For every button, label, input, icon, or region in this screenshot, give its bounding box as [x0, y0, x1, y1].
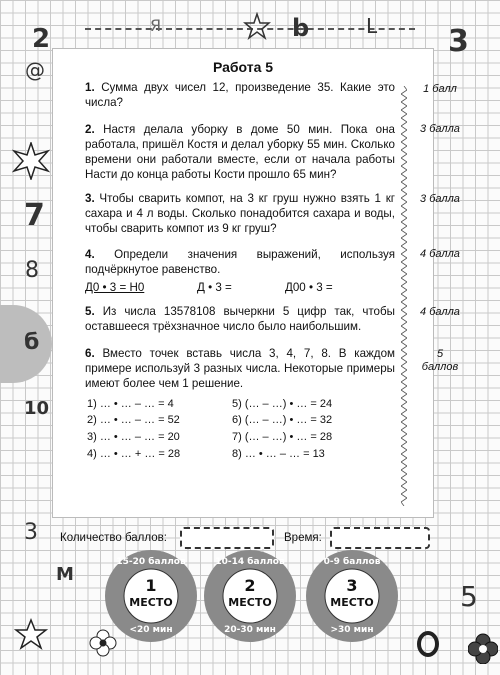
deco-digit-two: 2: [32, 24, 51, 54]
medal-score-range: 10-14 баллов: [215, 557, 285, 567]
zigzag-divider: [401, 86, 407, 506]
medal-second-place: [202, 548, 298, 644]
medal-place-word: МЕСТО: [129, 596, 173, 609]
task-text: Чтобы сварить компот, на 3 кг груш нужно взять 1 кг сахара и 4 л воды. Сколько понадобится сахара и воды, чтобы сварить компот из 9 кг груш?: [85, 192, 395, 235]
example-6: 6) (… – …) • … = 32: [232, 414, 333, 426]
task-text: Определи значения выражений, используя подчёркнутое равенство.: [85, 248, 395, 276]
task-1: [85, 80, 395, 110]
score-input-box[interactable]: [180, 527, 274, 549]
deco-letter-l: L: [366, 14, 378, 38]
time-input-box[interactable]: [330, 527, 430, 549]
example-7: 7) (… – …) • … = 28: [232, 431, 333, 443]
score-6: 5 баллов: [421, 348, 459, 373]
medal-score-range: 15-20 баллов: [116, 557, 186, 567]
medal-time-range: >30 мин: [330, 625, 374, 635]
score-2: 3 балла: [420, 123, 460, 135]
time-label: Время:: [284, 532, 322, 544]
deco-digit-three-left: 3: [24, 520, 38, 545]
star-icon-bottom: [14, 618, 48, 652]
deco-digit-seven: 7: [24, 198, 45, 233]
medal-place-word: МЕСТО: [228, 596, 272, 609]
task-number: 2.: [85, 123, 95, 136]
expression-underlined: [85, 281, 144, 294]
deco-letter-be: б: [24, 330, 40, 355]
medal-place-word: МЕСТО: [330, 596, 374, 609]
task-text: Вместо точек вставь числа 3, 4, 7, 8. В каждом примере используй 3 разных числа. Некоторые примеры имеют более чем 1 решение.: [85, 347, 395, 390]
task-3: [85, 191, 395, 236]
circle-zero-icon: [414, 630, 442, 658]
deco-digit-five: 5: [460, 580, 478, 613]
burst-star-icon: [12, 142, 50, 180]
task-number: 3.: [85, 192, 95, 205]
task-5: [85, 304, 395, 334]
deco-digit-three: 3: [448, 24, 469, 59]
example-3: 3) … • … – … = 20: [87, 431, 180, 443]
score-4: 4 балла: [420, 248, 460, 260]
task-number: 1.: [85, 81, 95, 94]
deco-number-ten: 10: [24, 398, 50, 419]
medal-time-range: <20 мин: [129, 625, 173, 635]
spiral-icon: @: [25, 58, 45, 82]
medal-third-place: [304, 548, 400, 644]
task-number: 5.: [85, 305, 95, 318]
expression: Д00 • 3 =: [285, 281, 333, 294]
task-number: 4.: [85, 248, 95, 261]
task-number: 6.: [85, 347, 95, 360]
example-4: 4) … • … + … = 28: [87, 448, 181, 460]
example-2: 2) … • … – … = 52: [87, 414, 180, 426]
expression-text: Д0 • 3 = Н0: [85, 281, 145, 294]
score-3: 3 балла: [420, 193, 460, 205]
flower-icon-right: [468, 632, 498, 664]
deco-digit-eight: 8: [25, 258, 39, 283]
example-1: 1) … • … – … = 4: [87, 398, 174, 410]
medal-score-range: 0-9 баллов: [323, 557, 381, 567]
expression: Д • 3 =: [197, 281, 232, 294]
task-text: Из числа 13578108 вычеркни 5 цифр так, чтобы оставшееся трёхзначное число было наибольшим.: [85, 305, 395, 333]
medal-place-number: 3: [346, 576, 358, 595]
medal-first-place: [103, 548, 199, 644]
task-4: [85, 247, 395, 277]
deco-letter-m: M: [56, 564, 74, 585]
example-8: 8) … • … – … = 13: [232, 448, 325, 460]
page-title: Работа 5: [212, 59, 274, 75]
score-1: 1 балл: [423, 83, 457, 95]
deco-letter-ya: Я: [150, 16, 162, 35]
example-5: 5) (… – …) • … = 24: [232, 398, 333, 410]
medal-time-range: 20-30 мин: [224, 625, 276, 635]
deco-letter-b: b: [292, 14, 310, 42]
task-2: [85, 122, 395, 182]
medal-place-number: 1: [145, 576, 157, 595]
score-label: Количество баллов:: [60, 532, 167, 544]
score-5: 4 балла: [420, 306, 460, 318]
medal-place-number: 2: [244, 576, 256, 595]
task-6: [85, 346, 395, 391]
task-text: Сумма двух чисел 12, произведение 35. Какие это числа?: [85, 81, 395, 109]
task-text: Настя делала уборку в доме 50 мин. Пока она работала, пришёл Костя и делал уборку 55 мин. Сколько времени они работали вместе, если от начала работы Насти до конца работы Кости прошло 65 мин?: [85, 123, 395, 181]
star-icon: [243, 12, 271, 40]
